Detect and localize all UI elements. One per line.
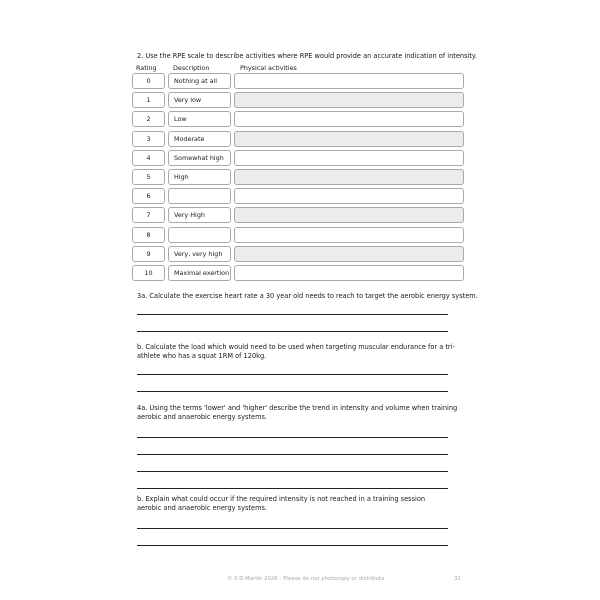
description-cell: Maximal exertion (168, 265, 231, 281)
rating-cell: 2 (132, 111, 165, 127)
question-3b-prompt-line1: b. Calculate the load which would need to be used when targeting muscular endurance for a tri- (137, 343, 455, 351)
rpe-row-0 (132, 73, 464, 89)
answer-line[interactable] (137, 454, 448, 455)
activity-answer-field[interactable] (234, 265, 464, 281)
description-answer-field[interactable] (168, 227, 231, 243)
rpe-row-9 (132, 246, 464, 262)
activity-answer-field[interactable] (234, 131, 464, 147)
rating-cell: 8 (132, 227, 165, 243)
question-4a-prompt-line1: 4a. Using the terms 'lower' and 'higher' describe the trend in intensity and volume when training (137, 404, 458, 412)
rating-cell: 4 (132, 150, 165, 166)
answer-line[interactable] (137, 488, 448, 489)
rating-cell: 5 (132, 169, 165, 185)
question-3b-prompt-line2: athlete who has a squat 1RM of 120kg. (137, 352, 267, 360)
header-rating: Rating (136, 64, 157, 72)
rpe-row-10 (132, 265, 464, 281)
description-cell: Low (168, 111, 231, 127)
answer-line[interactable] (137, 314, 448, 315)
answer-line[interactable] (137, 437, 448, 438)
answer-line[interactable] (137, 528, 448, 529)
answer-line[interactable] (137, 331, 448, 332)
activity-answer-field[interactable] (234, 246, 464, 262)
rpe-row-5 (132, 169, 464, 185)
footer-page-number: 32 (454, 576, 461, 582)
activity-answer-field[interactable] (234, 73, 464, 89)
answer-line[interactable] (137, 391, 448, 392)
description-answer-field[interactable] (168, 188, 231, 204)
question-4a-prompt-line2: aerobic and anaerobic energy systems. (137, 413, 268, 421)
activity-answer-field[interactable] (234, 150, 464, 166)
footer-copyright: © S D Martin 2026 - Please do not photocopy or distribute (227, 576, 385, 582)
answer-line[interactable] (137, 374, 448, 375)
rpe-row-4 (132, 150, 464, 166)
rpe-scale-table (132, 73, 464, 284)
activity-answer-field[interactable] (234, 188, 464, 204)
description-cell: Very, very high (168, 246, 231, 262)
answer-line[interactable] (137, 471, 448, 472)
rating-cell: 0 (132, 73, 165, 89)
rpe-row-7 (132, 207, 464, 223)
rating-cell: 10 (132, 265, 165, 281)
rpe-row-2 (132, 111, 464, 127)
rating-cell: 7 (132, 207, 165, 223)
description-cell: Very High (168, 207, 231, 223)
activity-answer-field[interactable] (234, 207, 464, 223)
question-4b-prompt-line2: aerobic and anaerobic energy systems. (137, 504, 268, 512)
header-activities: Physical activities (240, 64, 297, 72)
rating-cell: 6 (132, 188, 165, 204)
rating-cell: 3 (132, 131, 165, 147)
header-description: Description (173, 64, 210, 72)
rating-cell: 1 (132, 92, 165, 108)
answer-line[interactable] (137, 545, 448, 546)
description-cell: Somewhat high (168, 150, 231, 166)
activity-answer-field[interactable] (234, 227, 464, 243)
rating-cell: 9 (132, 246, 165, 262)
activity-answer-field[interactable] (234, 111, 464, 127)
rpe-row-3 (132, 131, 464, 147)
description-cell: Nothing at all (168, 73, 231, 89)
activity-answer-field[interactable] (234, 92, 464, 108)
question-4b-prompt-line1: b. Explain what could occur if the required intensity is not reached in a training session (137, 495, 426, 503)
rpe-row-6 (132, 188, 464, 204)
rpe-row-1 (132, 92, 464, 108)
question-3a-prompt: 3a. Calculate the exercise heart rate a 30 year old needs to reach to target the aerobic energy system. (137, 292, 478, 300)
description-cell: Very low (168, 92, 231, 108)
description-cell: Moderate (168, 131, 231, 147)
rpe-row-8 (132, 227, 464, 243)
activity-answer-field[interactable] (234, 169, 464, 185)
question-2-prompt: 2. Use the RPE scale to describe activities where RPE would provide an accurate indication of intensity. (137, 52, 477, 60)
description-cell: High (168, 169, 231, 185)
